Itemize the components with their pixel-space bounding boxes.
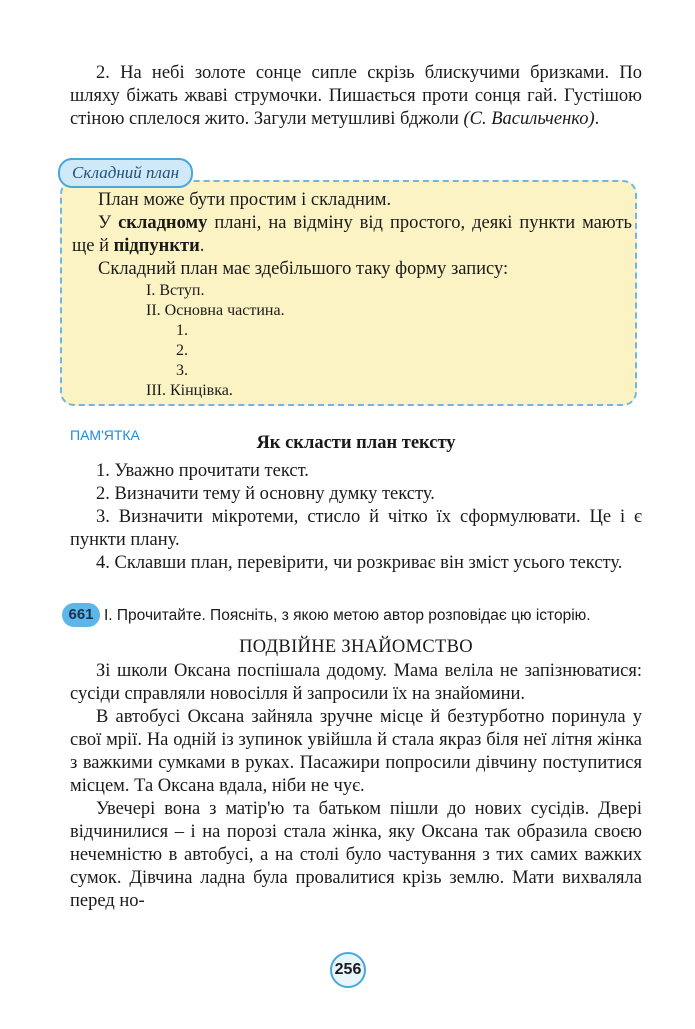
plan-paragraph-1: План може бути простим і складним. (98, 190, 392, 210)
complex-plan-content (72, 189, 632, 401)
outline-item: II. Основна частина. (146, 302, 285, 319)
plan-p2-text-a: У (98, 213, 119, 233)
plan-p2-bold-subpoints: підпункти (113, 236, 200, 256)
exercise-paragraph (70, 62, 642, 131)
memo-item: 1. Уважно прочитати текст. (96, 461, 309, 481)
plan-p2-text-c: . (199, 236, 205, 256)
outline-item: III. Кінцівка. (146, 382, 233, 399)
memo-title: Як скласти план тексту (256, 433, 456, 453)
outline-subitem: 2. (176, 342, 188, 359)
task-number-badge: 661 (62, 603, 100, 627)
memo-label: ПАМ'ЯТКА (70, 427, 140, 443)
outline-subitem: 3. (176, 362, 188, 379)
exercise-end: . (594, 109, 600, 129)
plan-p2-text-b: плані, на відміну від простого, деякі пункти мають ще й (72, 213, 632, 256)
author-reference: (С. Васильченко) (463, 109, 595, 129)
story-paragraph: Увечері вона з матір'ю та батьком пішли до нових сусідів. Двері відчинилися – і на порозі стала жінка, яку Оксана так образила своєю нечемністю в автобусі, а на столі було частування з тих самих важких сумок. Дівчина ладна була провалитися крізь землю. Мати вихваляла перед но- (70, 799, 642, 911)
story-paragraph: В автобусі Оксана зайняла зручне місце й безтурботно поринула у свої мрії. На одній із зупинок увійшла й стала якраз біля неї літня жінка з важкими сумками в руках. Пасажири попросили дівчину поступитися місцем. Та Оксана вдала, ніби не чує. (70, 707, 642, 796)
task-row (62, 603, 642, 629)
memo-item: 3. Визначити мікротеми, стисло й чітко їх сформулювати. Це і є пункти плану. (70, 507, 642, 550)
plan-paragraph-2 (72, 212, 632, 258)
page-number: 256 (330, 952, 366, 988)
plan-paragraph-3: Складний план має здебільшого таку форму запису: (98, 259, 509, 279)
memo-item: 2. Визначити тему й основну думку тексту. (96, 484, 435, 504)
story-body (70, 660, 642, 913)
story-paragraph: Зі школи Оксана поспішала додому. Мама веліла не запізнюватися: сусіди справляли новосілля й запросили їх на знайомини. (70, 661, 642, 704)
memo-item: 4. Склавши план, перевірити, чи розкриває він зміст усього тексту. (96, 553, 623, 573)
memo-list (70, 460, 642, 575)
complex-plan-tag: Складний план (58, 158, 193, 188)
story-title: ПОДВІЙНЕ ЗНАЙОМСТВО (239, 637, 473, 657)
exercise-text: 2. На небі золоте сонце сипле скрізь блискучими бризками. По шляху біжать жваві струмочки. Пишається проти сонця гай. Густішою стіною сплелося жито. Загули метушливі бджоли (70, 63, 642, 129)
plan-p2-bold-complex: складному (118, 213, 208, 233)
outline-item: I. Вступ. (146, 282, 205, 299)
task-instruction: I. Прочитайте. Поясніть, з якою метою автор розповідає цю історію. (104, 607, 591, 624)
outline-subitem: 1. (176, 322, 188, 339)
